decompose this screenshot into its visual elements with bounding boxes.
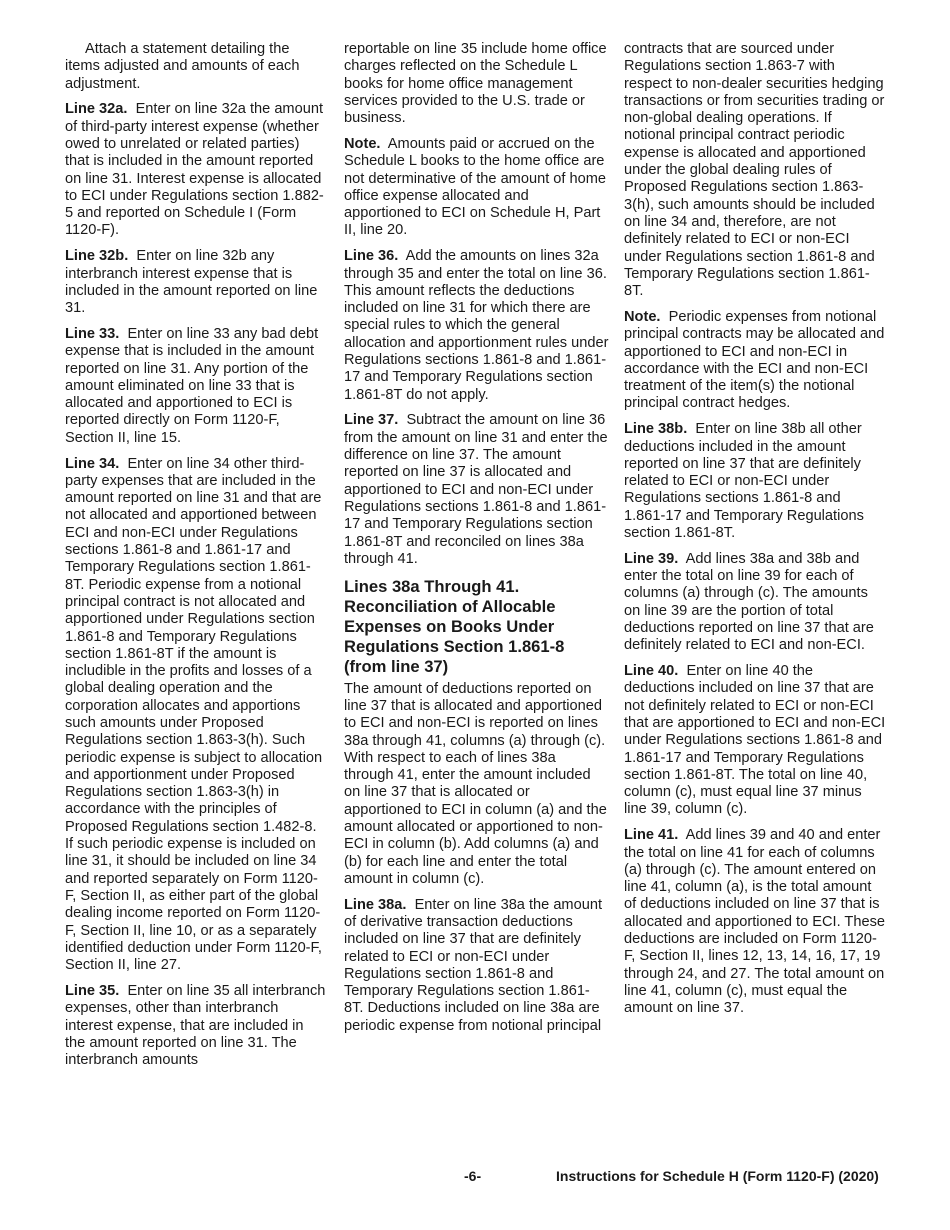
line-heading: Line 32b.	[65, 248, 129, 265]
line-heading: Line 35.	[65, 982, 120, 999]
column-left	[65, 41, 327, 1078]
paragraph-reconciliation-intro: The amount of deductions reported on line 37 that is allocated and apportioned to ECI and non-ECI is reported on lines 38a through 41, columns (a) through (c). With respect to each of lines 38a through 41, enter the amount included on line 37 that is allocated or apportioned to ECI in column (a) and the amount allocated or apportioned to non-ECI in column (b). Add columns (a) and (b) for each line and enter the total amount in column (c).	[344, 680, 607, 887]
paragraph-attach-statement: Attach a statement detailing the items adjusted and amounts of each adjustment.	[65, 41, 300, 92]
paragraph-note-notional: Note. Periodic expenses from notional principal contracts may be allocated and apportioned to ECI and non-ECI in accordance with the ECI and non-ECI treatment of the item(s) the notional principal contract hedges.	[624, 308, 885, 412]
footer-title: Instructions for Schedule H (Form 1120-F) (2020)	[556, 1168, 879, 1184]
paragraph-line-39: Line 39. Add lines 38a and 38b and enter the total on line 39 for each of columns (a) through (c). The amounts on line 39 are the portion of total deductions reported on line 37 that are definitely related to ECI and non-ECI.	[624, 550, 874, 654]
page-number: -6-	[464, 1168, 482, 1184]
paragraph-line-32b: Line 32b. Enter on line 32b any interbranch interest expense that is included in the amount reported on line 31.	[65, 248, 318, 317]
paragraph-line-38b: Line 38b. Enter on line 38b all other deductions included in the amount reported on line 37 that are definitely related to ECI or non-ECI under Regulations sections 1.861-8 and 1.861-17 and Temporary Regulations section 1.861-8T.	[624, 421, 864, 542]
paragraph-note-home-office: Note. Amounts paid or accrued on the Schedule L books to the home office are not determinative of the amount of home office expense allocated and apportioned to ECI on Schedule H, Part II, line 20.	[344, 135, 607, 239]
line-heading: Line 36.	[344, 248, 399, 265]
paragraph-line-40: Line 40. Enter on line 40 the deductions included on line 37 that are not definitely related to ECI or non-ECI that are apportioned to ECI and non-ECI under Regulations sections 1.861-8 and 1.861-17 and Temporary Regulations section 1.861-8T. The total on line 40, column (c), must equal line 37 minus line 39, column (c).	[624, 663, 886, 818]
column-right	[624, 41, 886, 1026]
paragraph-line-35: Line 35. Enter on line 35 all interbranch expenses, other than interbranch interest expense, that are included in the amount reported on line 31. The interbranch amounts	[65, 982, 326, 1069]
paragraph-line-38a-continued: contracts that are sourced under Regulations section 1.863-7 with respect to non-dealer securities hedging transactions or from securities trading or non-global dealing operations. If notional principal contract periodic expense is allocated and apportioned under the global dealing rules of Proposed Regulations section 1.863-3(h), such amounts should be included on line 34 and, therefore, are not definitely related to ECI or non-ECI under Regulations section 1.861-8 and Temporary Regulations section 1.861-8T.	[624, 41, 885, 300]
paragraph-line-36: Line 36. Add the amounts on lines 32a through 35 and enter the total on line 36. This amount reflects the deductions included on line 31 for which there are special rules to which the general allocation and apportionment rules under Regulations sections 1.861-8 and 1.861-17 and Temporary Regulations section 1.861-8T do not apply.	[344, 248, 609, 403]
column-middle	[344, 41, 609, 1044]
paragraph-line-35-continued: reportable on line 35 include home office charges reflected on the Schedule L books for home office management services provided to the U.S. trade or business.	[344, 41, 607, 127]
line-heading: Line 38a.	[344, 896, 407, 913]
line-heading: Line 38b.	[624, 421, 688, 438]
line-heading: Note.	[344, 135, 381, 152]
paragraph-line-33: Line 33. Enter on line 33 any bad debt expense that is included in the amount reported on line 31. Any portion of the amount eliminated on line 33 that is allocated and apportioned to ECI is reported directly on Form 1120-F, Section II, line 15.	[65, 325, 319, 446]
paragraph-line-34: Line 34. Enter on line 34 other third-party expenses that are included in the amount reported on line 31 and that are not allocated and apportioned between ECI and non-ECI under Regulations sections 1.861-8 and 1.861-17 and Temporary Regulations section 1.861-8T. Periodic expense from a notional principal contract is not allocated and apportioned under Regulations section 1.861-8 and Temporary Regulations section 1.861-8T if the amount is includible in the profits and losses of a global dealing operation and the corporation allocates and apportions such amounts under Proposed Regulations section 1.863-3(h). Such periodic expense is subject to allocation and apportionment under Proposed Regulations section 1.863-3(h) in accordance with the principles of Proposed Regulations section 1.482-8. If such periodic expense is included on line 31, it should be included on line 34 and reported separately on Form 1120-F, Section II, as either part of the global dealing income reported on Form 1120-F, Section II, line 10, or as a separately identified deduction under Form 1120-F, Section II, line 27.	[65, 455, 323, 974]
paragraph-line-37: Line 37. Subtract the amount on line 36 from the amount on line 31 and enter the difference on line 37. The amount reported on line 37 is allocated and apportioned to ECI and non-ECI under Regulations sections 1.861-8 and 1.861-17 and Temporary Regulations section 1.861-8T and reconciled on lines 38a through 41.	[344, 412, 608, 567]
line-heading: Line 39.	[624, 550, 679, 567]
line-heading: Line 41.	[624, 827, 679, 844]
line-heading: Line 40.	[624, 663, 679, 680]
line-heading: Note.	[624, 308, 661, 325]
paragraph-line-32a: Line 32a. Enter on line 32a the amount of third-party interest expense (whether owed to unrelated or related parties) that is included in the amount reported on line 31. Interest expense is allocated to ECI under Regulations section 1.882-5 and reported on Schedule I (Form 1120-F).	[65, 101, 324, 239]
section-heading: Lines 38a Through 41. Reconciliation of Allocable Expenses on Books Under Regulations Section 1.861-8 (from line 37)	[344, 576, 565, 676]
line-heading: Line 37.	[344, 412, 399, 429]
paragraph-line-41: Line 41. Add lines 39 and 40 and enter the total on line 41 for each of columns (a) through (c). The amount entered on line 41, column (a), is the total amount of deductions included on line 37 that is allocated and apportioned to ECI. These deductions are included on Form 1120-F, Section II, lines 12, 13, 14, 16, 17, 19 through 24, and 27. The total amount on line 41, column (c), must equal the amount on line 37.	[624, 827, 885, 1017]
line-heading: Line 33.	[65, 325, 120, 342]
line-heading: Line 34.	[65, 455, 120, 472]
line-heading: Line 32a.	[65, 101, 128, 118]
paragraph-line-38a: Line 38a. Enter on line 38a the amount of derivative transaction deductions included on line 37 that are definitely related to ECI or non-ECI under Regulations section 1.861-8 and Temporary Regulations section 1.861-8T. Deductions included on line 38a are periodic expense from notional principal	[344, 896, 602, 1034]
